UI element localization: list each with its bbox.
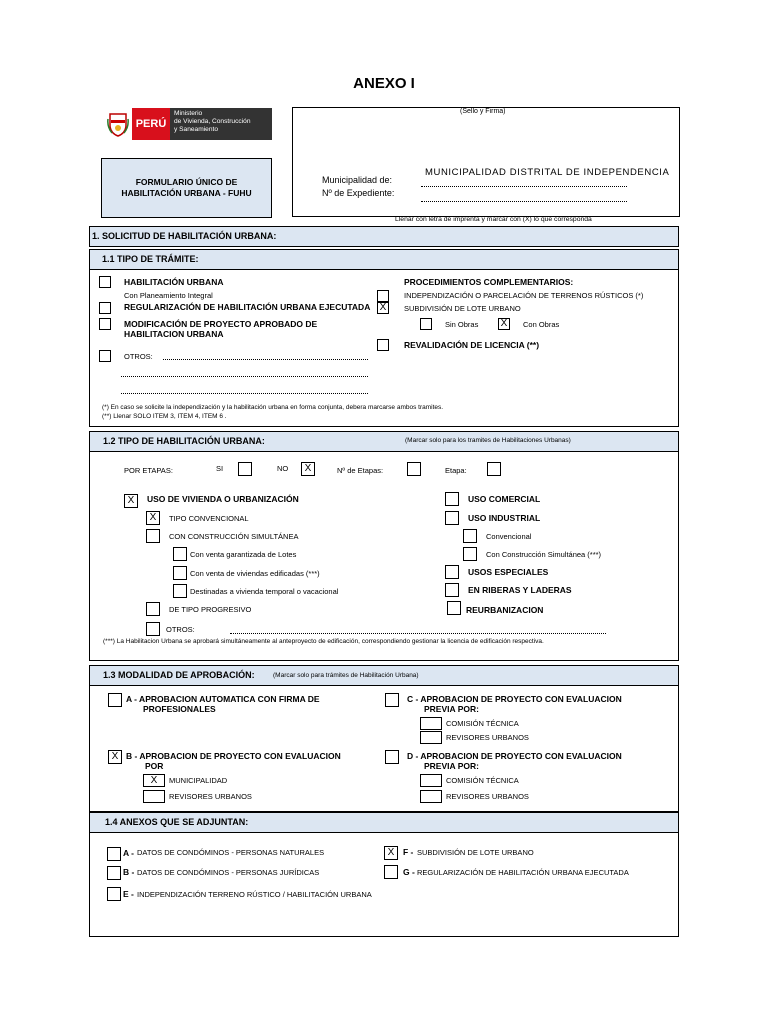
section-1-1-title: 1.1 TIPO DE TRÁMITE: bbox=[102, 254, 199, 264]
label-anexo-g: REGULARIZACIÓN DE HABILITACIÓN URBANA EJECUTADA bbox=[417, 868, 629, 877]
label-habilitacion-urbana: HABILITACIÓN URBANA bbox=[124, 277, 224, 287]
label-venta-lotes: Con venta garantizada de Lotes bbox=[190, 550, 297, 559]
label-tipo-convencional: TIPO CONVENCIONAL bbox=[169, 514, 249, 523]
expediente-label: Nº de Expediente: bbox=[322, 188, 395, 198]
checkbox-modalidad-d[interactable] bbox=[385, 750, 399, 764]
label-modalidad-b-1: B - APROBACION DE PROYECTO CON EVALUACION bbox=[126, 751, 341, 761]
label-otros: OTROS: bbox=[124, 352, 153, 361]
checkbox-anexo-e[interactable] bbox=[107, 887, 121, 901]
label-anexo-f: SUBDIVISIÓN DE LOTE URBANO bbox=[417, 848, 534, 857]
checkbox-subdivision[interactable]: X bbox=[377, 302, 389, 314]
otros-1-2-line[interactable] bbox=[230, 633, 606, 634]
label-regularizacion: REGULARIZACIÓN DE HABILITACIÓN URBANA EJECUTADA bbox=[124, 302, 371, 312]
label-construccion-simultanea-2: Con Construcción Simultánea (***) bbox=[486, 550, 602, 559]
checkbox-etapas-no[interactable]: X bbox=[301, 462, 315, 476]
label-anexo-e: INDEPENDIZACIÓN TERRENO RÚSTICO / HABILITACIÓN URBANA bbox=[137, 890, 372, 899]
checkbox-convencional[interactable] bbox=[463, 529, 477, 543]
label-modalidad-c-2: PREVIA POR: bbox=[424, 704, 479, 714]
label-anexo-e-letter: E - bbox=[123, 889, 134, 899]
label-no: NO bbox=[277, 464, 289, 473]
expediente-line[interactable] bbox=[421, 201, 627, 202]
note-1-1-b: (**) Llenar SOLO ITEM 3, ITEM 4, ITEM 6 . bbox=[102, 413, 227, 420]
label-construccion-simultanea: CON CONSTRUCCIÓN SIMULTÁNEA bbox=[169, 532, 299, 541]
logo-line-1: Ministerio bbox=[174, 110, 203, 117]
label-si: SI bbox=[216, 464, 224, 473]
instructions: Llenar con letra de imprenta y marcar con (X) lo que corresponda bbox=[395, 216, 592, 223]
label-modalidad-d-2: PREVIA POR: bbox=[424, 761, 479, 771]
sello-label: (Sello y Firma) bbox=[460, 108, 506, 115]
label-anexo-g-letter: G - bbox=[403, 867, 415, 877]
section-1-4-header bbox=[89, 812, 679, 833]
label-riberas: EN RIBERAS Y LADERAS bbox=[468, 585, 572, 595]
label-venta-viviendas: Con venta de viviendas edificadas (***) bbox=[190, 569, 320, 578]
checkbox-modificacion[interactable] bbox=[99, 318, 111, 330]
label-b-revisores: REVISORES URBANOS bbox=[169, 792, 252, 801]
coat-of-arms-icon bbox=[104, 108, 132, 140]
label-c-comision: COMISIÓN TÉCNICA bbox=[446, 719, 519, 728]
checkbox-anexo-g[interactable] bbox=[384, 865, 398, 879]
label-anexo-a-letter: A - bbox=[123, 848, 135, 858]
checkbox-c-comision[interactable] bbox=[420, 717, 442, 730]
checkbox-uso-vivienda[interactable]: X bbox=[124, 494, 138, 508]
page-title: ANEXO I bbox=[353, 75, 415, 92]
section-1-3-header bbox=[89, 665, 679, 686]
label-vivienda-temporal: Destinadas a vivienda temporal o vacacional bbox=[190, 587, 339, 596]
checkbox-independizacion[interactable] bbox=[377, 290, 389, 302]
section-1-header bbox=[89, 226, 679, 247]
label-c-revisores: REVISORES URBANOS bbox=[446, 733, 529, 742]
section-1-2-hint: (Marcar solo para los tramites de Habilitaciones Urbanas) bbox=[405, 437, 571, 444]
label-uso-vivienda: USO DE VIVIENDA O URBANIZACIÓN bbox=[147, 494, 299, 504]
label-otros-1-2: OTROS: bbox=[166, 625, 195, 634]
checkbox-vivienda-temporal[interactable] bbox=[173, 584, 187, 598]
checkbox-habilitacion-urbana[interactable] bbox=[99, 276, 111, 288]
otros-line-3[interactable] bbox=[121, 393, 368, 394]
logo-line-3: y Saneamiento bbox=[174, 126, 218, 133]
checkbox-anexo-b[interactable] bbox=[107, 866, 121, 880]
checkbox-sin-obras[interactable] bbox=[420, 318, 432, 330]
checkbox-tipo-progresivo[interactable] bbox=[146, 602, 160, 616]
checkbox-modalidad-a[interactable] bbox=[108, 693, 122, 707]
checkbox-revalidacion[interactable] bbox=[377, 339, 389, 351]
label-anexo-a: DATOS DE CONDÓMINOS - PERSONAS NATURALES bbox=[137, 848, 325, 857]
checkbox-etapas-si[interactable] bbox=[238, 462, 252, 476]
label-con-obras: Con Obras bbox=[523, 320, 560, 329]
label-modificacion-1: MODIFICACIÓN DE PROYECTO APROBADO DE bbox=[124, 319, 318, 329]
form-title-box bbox=[101, 158, 272, 218]
checkbox-con-obras[interactable]: X bbox=[498, 318, 510, 330]
section-1-3-title: 1.3 MODALIDAD DE APROBACIÓN: bbox=[103, 670, 255, 680]
checkbox-reurbanizacion[interactable] bbox=[447, 601, 461, 615]
logo-brand: PERÚ bbox=[132, 108, 170, 140]
checkbox-riberas[interactable] bbox=[445, 583, 459, 597]
label-independizacion: INDEPENDIZACIÓN O PARCELACIÓN DE TERRENOS RÚSTICOS (*) bbox=[404, 291, 644, 300]
checkbox-modalidad-b[interactable]: X bbox=[108, 750, 122, 764]
label-por-etapas: POR ETAPAS: bbox=[124, 466, 173, 475]
section-1-title: 1. SOLICITUD DE HABILITACIÓN URBANA: bbox=[92, 231, 277, 241]
input-n-etapas[interactable] bbox=[407, 462, 421, 476]
label-revalidacion: REVALIDACIÓN DE LICENCIA (**) bbox=[404, 340, 540, 350]
otros-line-2[interactable] bbox=[121, 376, 368, 377]
checkbox-modalidad-c[interactable] bbox=[385, 693, 399, 707]
label-modalidad-d-1: D - APROBACION DE PROYECTO CON EVALUACION bbox=[407, 751, 622, 761]
section-1-1-header bbox=[89, 249, 679, 270]
checkbox-uso-industrial[interactable] bbox=[445, 511, 459, 525]
section-1-2-title: 1.2 TIPO DE HABILITACIÓN URBANA: bbox=[103, 436, 265, 446]
label-con-planeamiento: Con Planeamiento Integral bbox=[124, 291, 213, 300]
label-anexo-b-letter: B - bbox=[123, 867, 135, 877]
form-title-line-1: FORMULARIO ÚNICO DE bbox=[135, 177, 238, 187]
note-1-1-a: (*) En caso se solicite la independización y la habilitación urbana en forma conjunta, debera marcarse ambos tramites. bbox=[102, 404, 444, 411]
label-sin-obras: Sin Obras bbox=[445, 320, 479, 329]
checkbox-construccion-simultanea[interactable] bbox=[146, 529, 160, 543]
label-b-municipalidad: MUNICIPALIDAD bbox=[169, 776, 228, 785]
label-uso-comercial: USO COMERCIAL bbox=[468, 494, 541, 504]
label-modificacion-2: HABILITACION URBANA bbox=[124, 329, 224, 339]
label-n-etapas: Nº de Etapas: bbox=[337, 466, 384, 475]
label-modalidad-a-1: A - APROBACION AUTOMATICA CON FIRMA DE bbox=[126, 694, 320, 704]
municipalidad-value[interactable]: MUNICIPALIDAD DISTRITAL DE INDEPENDENCIA bbox=[425, 167, 670, 178]
label-reurbanizacion: REURBANIZACION bbox=[466, 605, 544, 615]
note-1-2: (***) La Habilitacion Urbana se aprobará simultáneamente al anteproyecto de edificación, correspondiendo gestionar la licencia de edificación respectiva. bbox=[103, 638, 544, 645]
logo-ministry-text bbox=[170, 108, 272, 140]
checkbox-d-revisores[interactable] bbox=[420, 790, 442, 803]
section-1-2-header bbox=[89, 431, 679, 452]
checkbox-construccion-simultanea-2[interactable] bbox=[463, 547, 477, 561]
checkbox-c-revisores[interactable] bbox=[420, 731, 442, 744]
otros-line-1[interactable] bbox=[163, 359, 368, 360]
municipalidad-label: Municipalidad de: bbox=[322, 175, 393, 185]
municipal-stamp-box bbox=[292, 107, 680, 217]
section-1-3-hint: (Marcar solo para trámites de Habilitación Urbana) bbox=[273, 672, 419, 679]
input-etapa[interactable] bbox=[487, 462, 501, 476]
label-subdivision: SUBDIVISIÓN DE LOTE URBANO bbox=[404, 304, 521, 313]
form-title-line-2: HABILITACIÓN URBANA - FUHU bbox=[121, 188, 252, 198]
checkbox-b-revisores[interactable] bbox=[143, 790, 165, 803]
label-procedimientos: PROCEDIMIENTOS COMPLEMENTARIOS: bbox=[404, 277, 574, 287]
label-uso-industrial: USO INDUSTRIAL bbox=[468, 513, 541, 523]
checkbox-venta-lotes[interactable] bbox=[173, 547, 187, 561]
checkbox-b-municipalidad[interactable]: X bbox=[143, 774, 165, 787]
checkbox-d-comision[interactable] bbox=[420, 774, 442, 787]
checkbox-usos-especiales[interactable] bbox=[445, 565, 459, 579]
logo-line-2: de Vivienda, Construcción bbox=[174, 118, 251, 125]
label-convencional: Convencional bbox=[486, 532, 532, 541]
checkbox-regularizacion[interactable] bbox=[99, 302, 111, 314]
checkbox-otros[interactable] bbox=[99, 350, 111, 362]
label-modalidad-c-1: C - APROBACION DE PROYECTO CON EVALUACION bbox=[407, 694, 622, 704]
checkbox-anexo-f[interactable]: X bbox=[384, 846, 398, 860]
label-modalidad-b-2: POR bbox=[145, 761, 164, 771]
label-modalidad-a-2: PROFESIONALES bbox=[143, 704, 216, 714]
label-anexo-b: DATOS DE CONDÓMINOS - PERSONAS JURÍDICAS bbox=[137, 868, 320, 877]
label-usos-especiales: USOS ESPECIALES bbox=[468, 567, 549, 577]
label-anexo-f-letter: F - bbox=[403, 847, 414, 857]
ministry-logo bbox=[104, 108, 272, 140]
municipalidad-line[interactable] bbox=[421, 186, 627, 187]
label-d-revisores: REVISORES URBANOS bbox=[446, 792, 529, 801]
label-tipo-progresivo: DE TIPO PROGRESIVO bbox=[169, 605, 252, 614]
label-etapa: Etapa: bbox=[445, 466, 467, 475]
checkbox-tipo-convencional[interactable]: X bbox=[146, 511, 160, 525]
checkbox-uso-comercial[interactable] bbox=[445, 492, 459, 506]
section-1-4-title: 1.4 ANEXOS QUE SE ADJUNTAN: bbox=[105, 817, 249, 827]
checkbox-anexo-a[interactable] bbox=[107, 847, 121, 861]
checkbox-venta-viviendas[interactable] bbox=[173, 566, 187, 580]
label-d-comision: COMISIÓN TÉCNICA bbox=[446, 776, 519, 785]
checkbox-otros-1-2[interactable] bbox=[146, 622, 160, 636]
